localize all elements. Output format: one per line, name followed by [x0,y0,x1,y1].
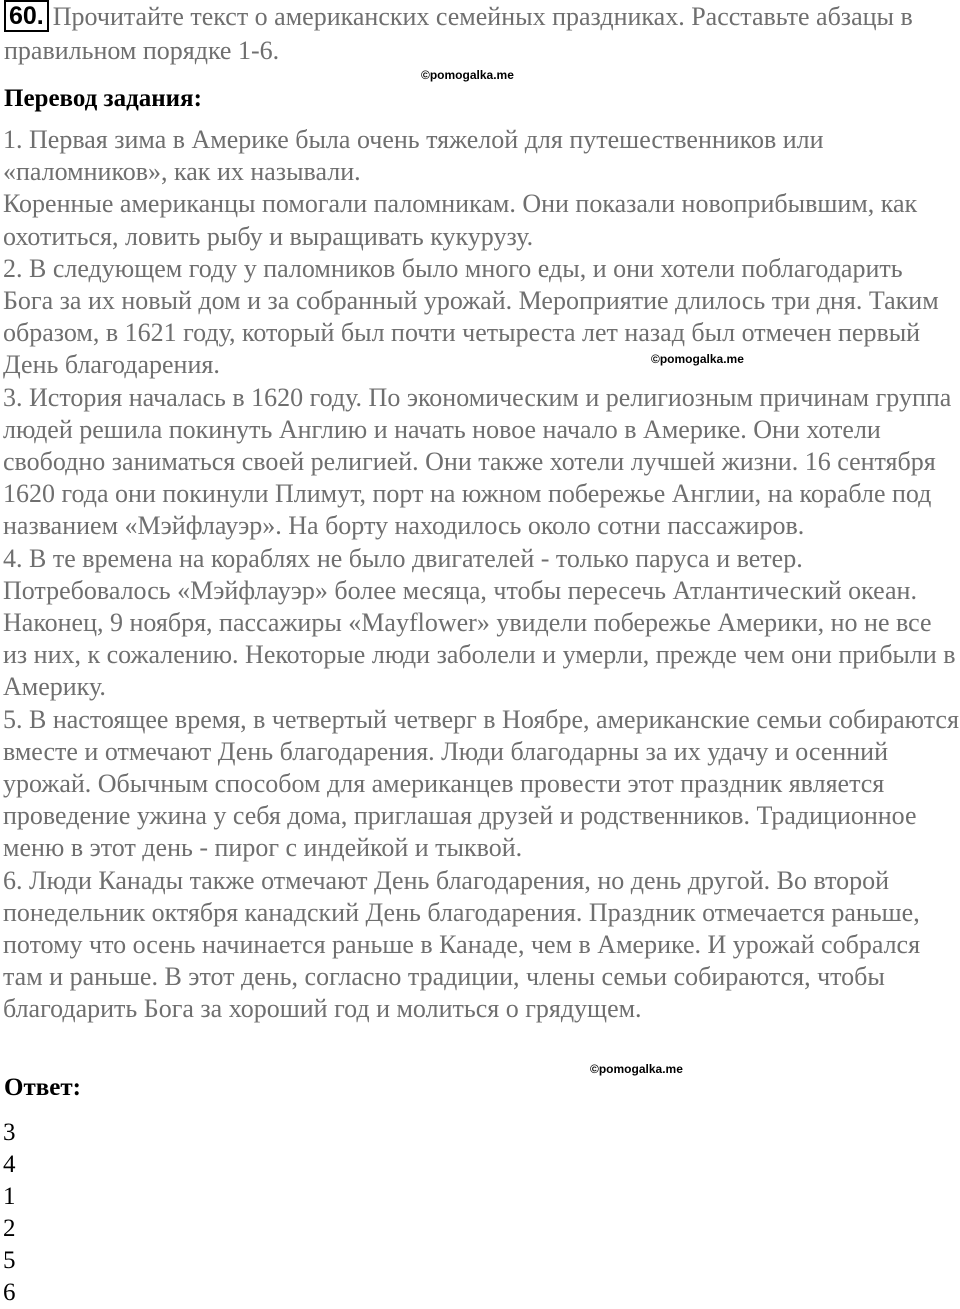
translation-text [3,124,959,1026]
watermark: ©pomogalka.me [421,68,514,82]
paragraph: 5. В настоящее время, в четвертый четверг в Ноябре, американские семьи собираются вместе и отмечают День благодарения. Люди благодарны за их удачу и осенний урожай. Обычным способом для американцев провести этот праздник является проведение ужина у себя дома, приглашая друзей и родственников. Традиционное меню в этот день - пирог с индейкой и тыквой. [3,704,959,863]
answer-heading: Ответ: [4,1074,81,1101]
paragraph: Коренные американцы помогали паломникам. Они показали новоприбывшим, как охотиться, ловить рыбу и выращивать кукурузу. [3,189,918,251]
paragraph: 4. В те времена на кораблях не было двигателей - только паруса и ветер. Потребовалось «Мэйфлауэр» более месяца, чтобы пересечь Атлантический океан. Наконец, 9 ноября, пассажиры «Mayflower» увидели побережье Америки, но не все из них, к сожалению. Некоторые люди заболели и умерли, прежде чем они прибыли в Америку. [3,543,956,702]
paragraph: 6. Люди Канады также отмечают День благодарения, но день другой. Во второй понедельник октября канадский День благодарения. Праздник отмечается раньше, потому что осень начинается раньше в Канаде, чем в Америке. И урожай собрался там и раньше. В этот день, согласно традиции, члены семьи собираются, чтобы благодарить Бога за хороший год и молиться о грядущем. [3,865,921,1024]
task-statement [4,0,956,68]
watermark: ©pomogalka.me [590,1062,683,1076]
task-number: 60. [4,0,49,32]
watermark: ©pomogalka.me [651,352,744,366]
answer-item: 2 [3,1215,16,1242]
answer-item: 3 [3,1119,16,1146]
paragraph: 2. В следующем году у паломников было много еды, и они хотели поблагодарить Бога за их новый дом и за собранный урожай. Мероприятие длилось три дня. Таким образом, в 1621 году, который был почти четыреста лет назад был отмечен первый День благодарения. [3,253,939,380]
paragraph: 1. Первая зима в Америке была очень тяжелой для путешественников или «паломников», как их называли. [3,125,824,187]
answer-item: 1 [3,1183,16,1210]
answer-item: 6 [3,1279,16,1306]
translation-heading: Перевод задания: [4,85,202,112]
task-text: Прочитайте текст о американских семейных праздниках. Расставьте абзацы в правильном порядке 1-6. [4,2,913,65]
answer-item: 5 [3,1247,16,1274]
paragraph: 3. История началась в 1620 году. По экономическим и религиозным причинам группа людей решила покинуть Англию и начать новое начало в Америке. Они хотели свободно заниматься своей религией. Они также хотели лучшей жизни. 16 сентября 1620 года они покинули Плимут, порт на южном побережье Англии, на корабле под названием «Мэйфлауэр». На борту находилось около сотни пассажиров. [3,382,952,541]
answer-item: 4 [3,1151,16,1178]
answer-list [3,1117,103,1309]
